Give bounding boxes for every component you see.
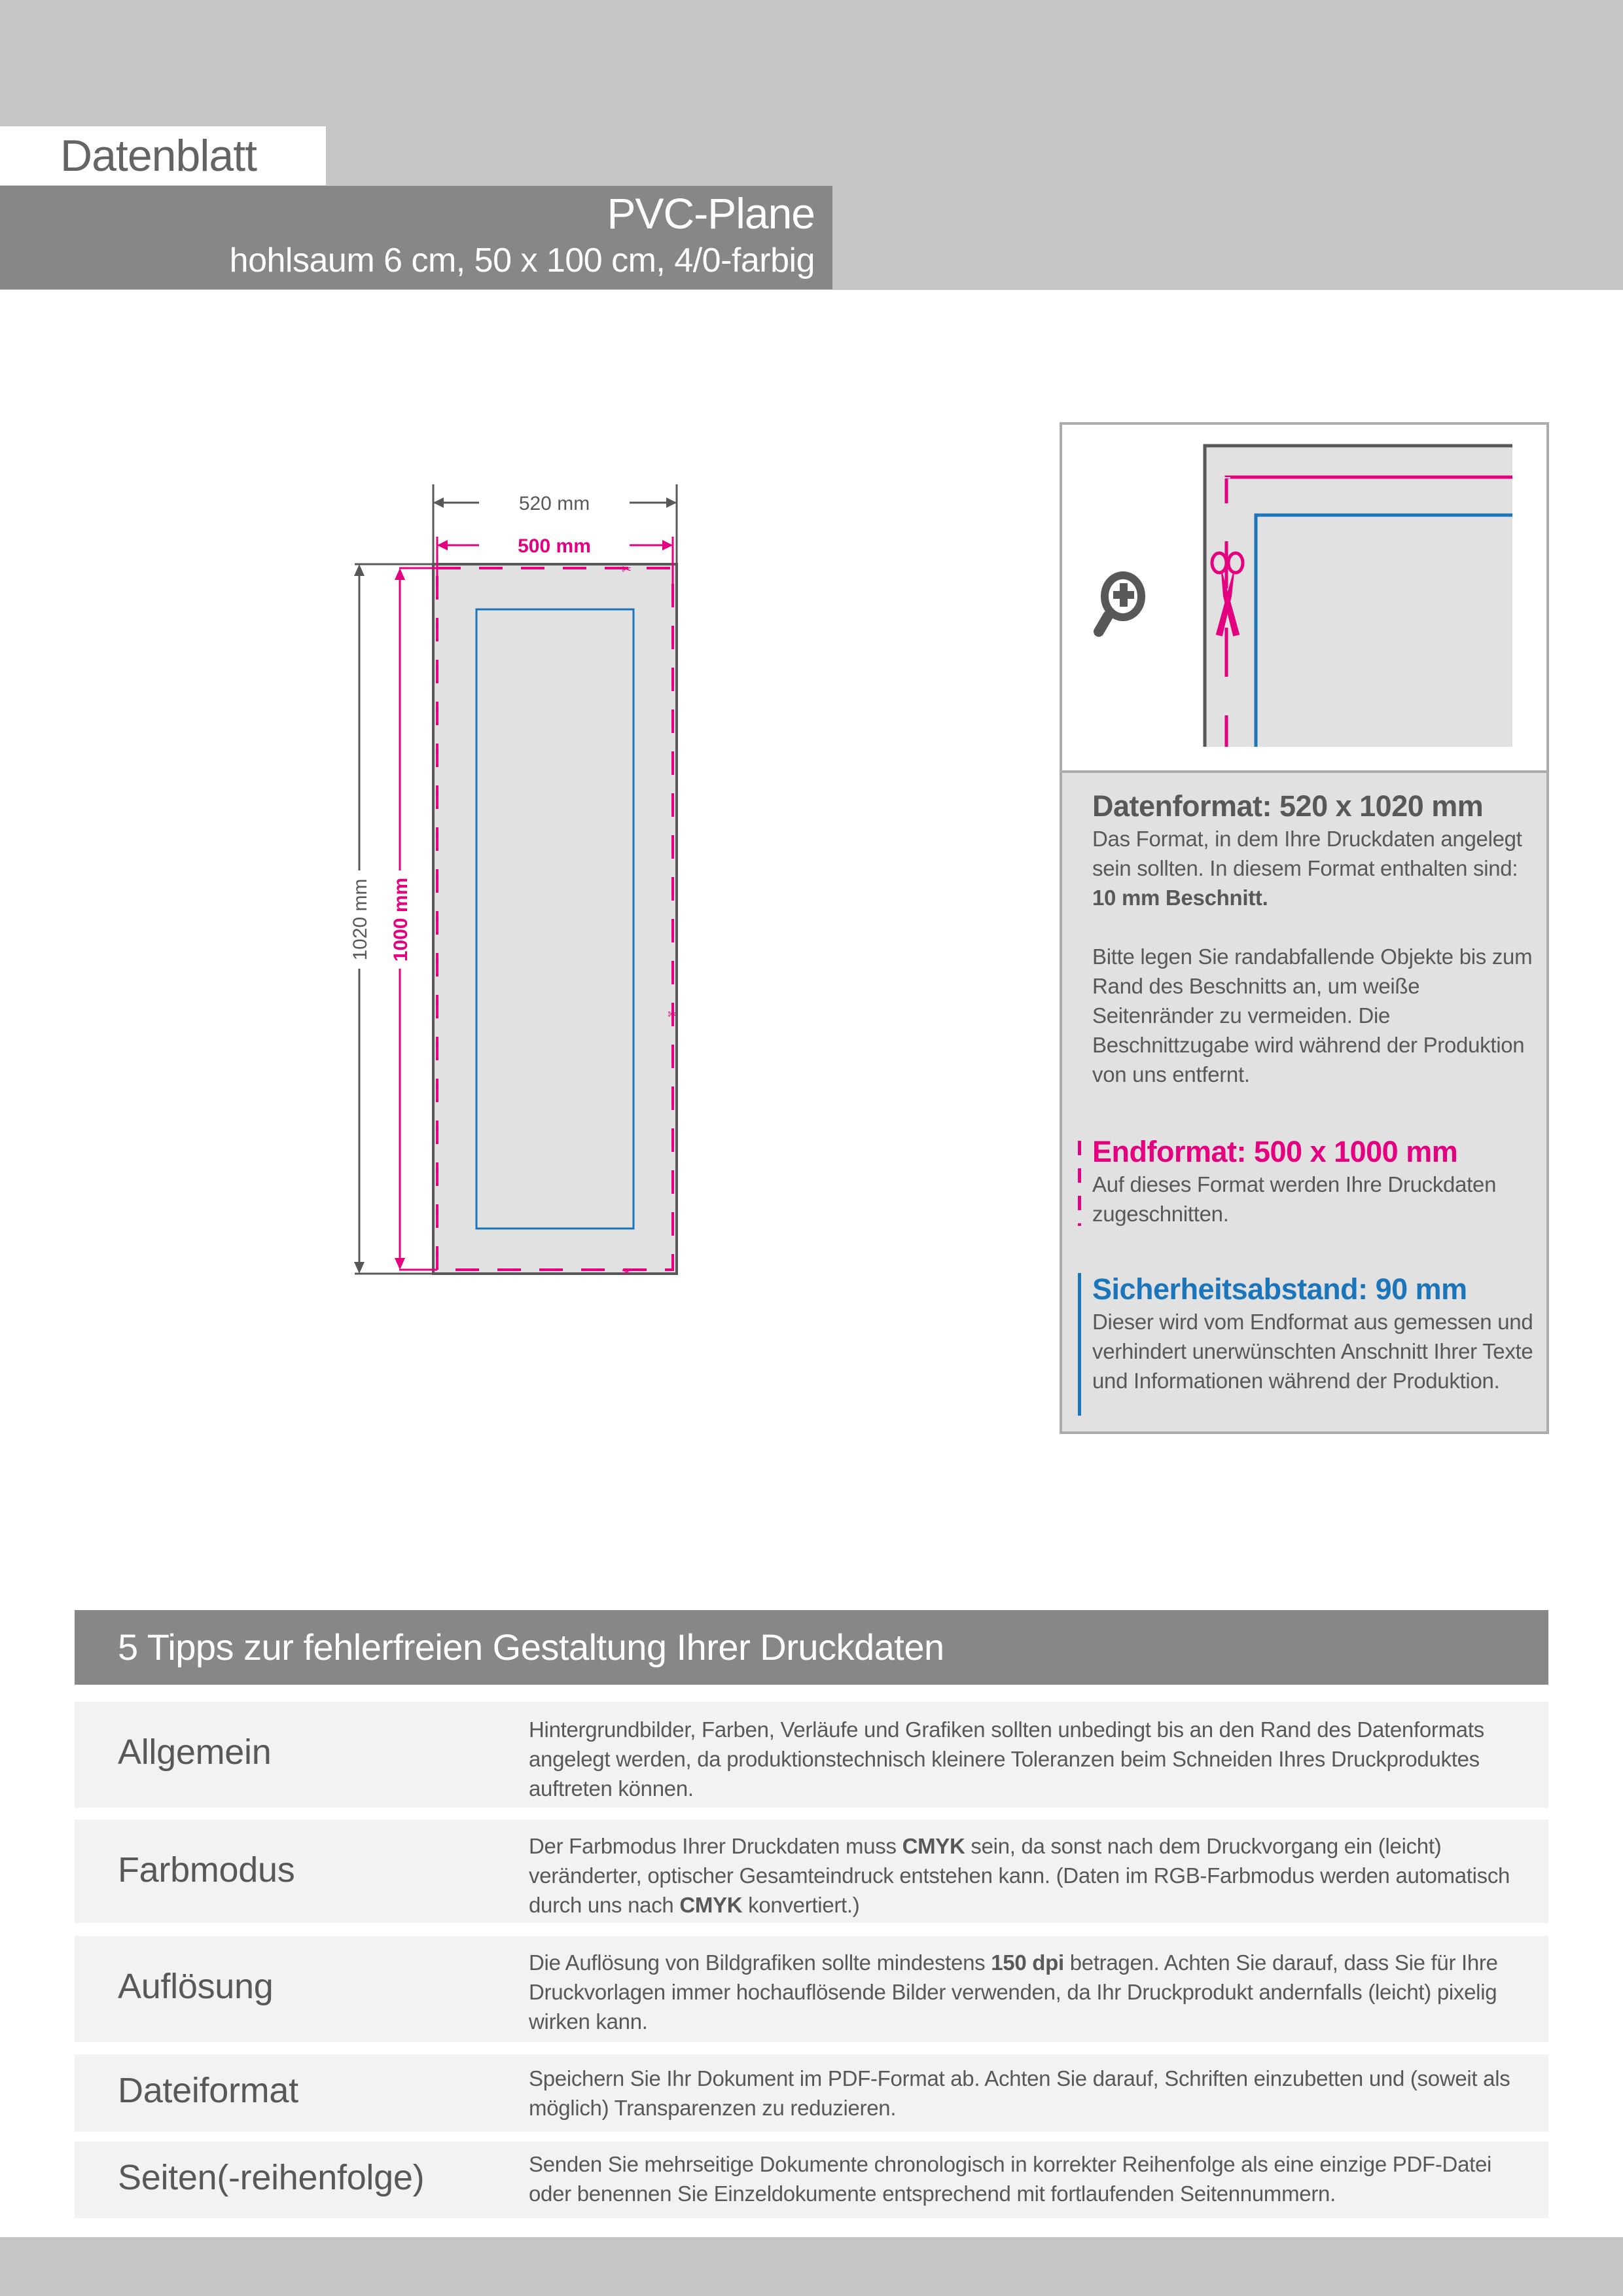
final-format-heading: Endformat: 500 x 1000 mm: [1092, 1135, 1458, 1168]
data-width-label: 520 mm: [518, 493, 590, 514]
final-height-dimension: [390, 568, 437, 1270]
data-height-label: 1020 mm: [349, 878, 371, 961]
scissors-mark-right: ✂: [668, 1008, 678, 1022]
tip-text-segment: Hintergrundbilder, Farben, Verläufe und Grafiken sollten unbedingt bis an den Rand des Datenformats angelegt werden, da produktionstechnisch kleinere Toleranzen beim Schneiden Ihres Druckproduktes auftreten können.: [529, 1717, 1484, 1801]
tip-row: [75, 2142, 1548, 2218]
final-format-block: [1092, 1134, 1537, 1229]
tip-row: [75, 1936, 1548, 2042]
tip-emphasis: CMYK: [679, 1893, 743, 1917]
tip-row: [75, 1820, 1548, 1923]
final-format-description: Auf dieses Format werden Ihre Druckdaten zugeschnitten.: [1092, 1172, 1497, 1226]
tip-label: Seiten(-reihenfolge): [118, 2158, 425, 2197]
product-title-bar: [0, 186, 832, 289]
final-format-marker: [1078, 1141, 1081, 1226]
tip-row: [75, 1702, 1548, 1808]
corner-detail-view: [1062, 425, 1546, 769]
tip-text-segment: konvertiert.): [742, 1893, 860, 1917]
tip-text-segment: Senden Sie mehrseitige Dokumente chronologisch in korrekter Reihenfolge als eine einzige PDF-Datei oder benennen Sie Einzeldokumente entsprechend mit fortlaufenden Seitennummern.: [529, 2152, 1492, 2206]
data-format-heading: Datenformat: 520 x 1020 mm: [1092, 789, 1484, 823]
tip-emphasis: 150 dpi: [991, 1950, 1064, 1975]
safety-margin-description: Dieser wird vom Endformat aus gemessen und verhindert unerwünschten Anschnitt Ihrer Texte und Informationen während der Produktion.: [1092, 1310, 1533, 1393]
data-format-text: Das Format, in dem Ihre Druckdaten angelegt sein sollten. In diesem Format enthalten sind:: [1092, 827, 1522, 880]
tip-text-segment: Speichern Sie Ihr Dokument im PDF-Format ab. Achten Sie darauf, Schriften einzubetten und (soweit als möglich) Transparenzen zu reduzieren.: [529, 2066, 1510, 2120]
data-format-description: [1092, 824, 1537, 912]
bleed-instruction: Bitte legen Sie randabfallende Objekte bis zum Rand des Beschnitts an, um weiße Seitenränder zu vermeiden. Die Beschnittzugabe wird während der Produktion von uns entfernt.: [1092, 944, 1533, 1086]
tips-title: 5 Tipps zur fehlerfreien Gestaltung Ihrer Druckdaten: [75, 1610, 1548, 1685]
tip-text-segment: sein, da sonst nach dem Druckvorgang ein (leicht) veränderter, optischer Gesamteindruck entstehen kann. (Daten im RGB-Farbmodus werden automatisch durch uns nach: [529, 1834, 1510, 1917]
tip-emphasis: CMYK: [902, 1834, 965, 1858]
tip-text: [529, 1948, 1537, 2036]
tip-label: Auflösung: [118, 1967, 274, 2006]
scissors-mark-bottom: ✂: [622, 1266, 632, 1280]
safety-margin-heading: Sicherheitsabstand: 90 mm: [1092, 1272, 1467, 1306]
tip-text: [529, 1715, 1537, 1803]
final-width-label: 500 mm: [518, 535, 591, 557]
format-diagram: [327, 471, 720, 1283]
safety-margin-marker: [1078, 1273, 1081, 1416]
tip-text: [529, 2064, 1537, 2123]
tip-label: Farbmodus: [118, 1850, 295, 1890]
final-height-label: 1000 mm: [390, 877, 412, 962]
scissors-mark-top: ✂: [622, 563, 632, 577]
tip-text-segment: Der Farbmodus Ihrer Druckdaten muss: [529, 1834, 902, 1858]
product-variant: hohlsaum 6 cm, 50 x 100 cm, 4/0-farbig: [229, 242, 815, 279]
tip-text: [529, 1831, 1537, 1920]
tip-text: [529, 2149, 1537, 2208]
tip-label: Allgemein: [118, 1732, 272, 1772]
product-title: PVC-Plane: [607, 189, 815, 238]
data-format-block: [1092, 789, 1537, 1089]
tip-text-segment: Die Auflösung von Bildgrafiken sollte mindestens: [529, 1950, 991, 1975]
zoom-in-icon: [1099, 575, 1141, 632]
tip-label: Dateiformat: [118, 2071, 298, 2110]
bleed-amount: 10 mm Beschnitt.: [1092, 886, 1268, 910]
footer-band: [0, 2237, 1623, 2296]
format-legend: [1062, 770, 1546, 1431]
tip-text-segment: betragen. Achten Sie darauf, dass Sie für Ihre Druckvorlagen immer hochauflösende Bilder verwenden, da Ihr Druckprodukt andernfalls (leicht) pixelig wirken kann.: [529, 1950, 1498, 2034]
document-label: Datenblatt: [0, 126, 326, 185]
data-format-rect: [433, 564, 677, 1274]
format-info-panel: [1060, 422, 1549, 1434]
tip-row: [75, 2054, 1548, 2132]
safety-margin-block: [1092, 1272, 1537, 1395]
